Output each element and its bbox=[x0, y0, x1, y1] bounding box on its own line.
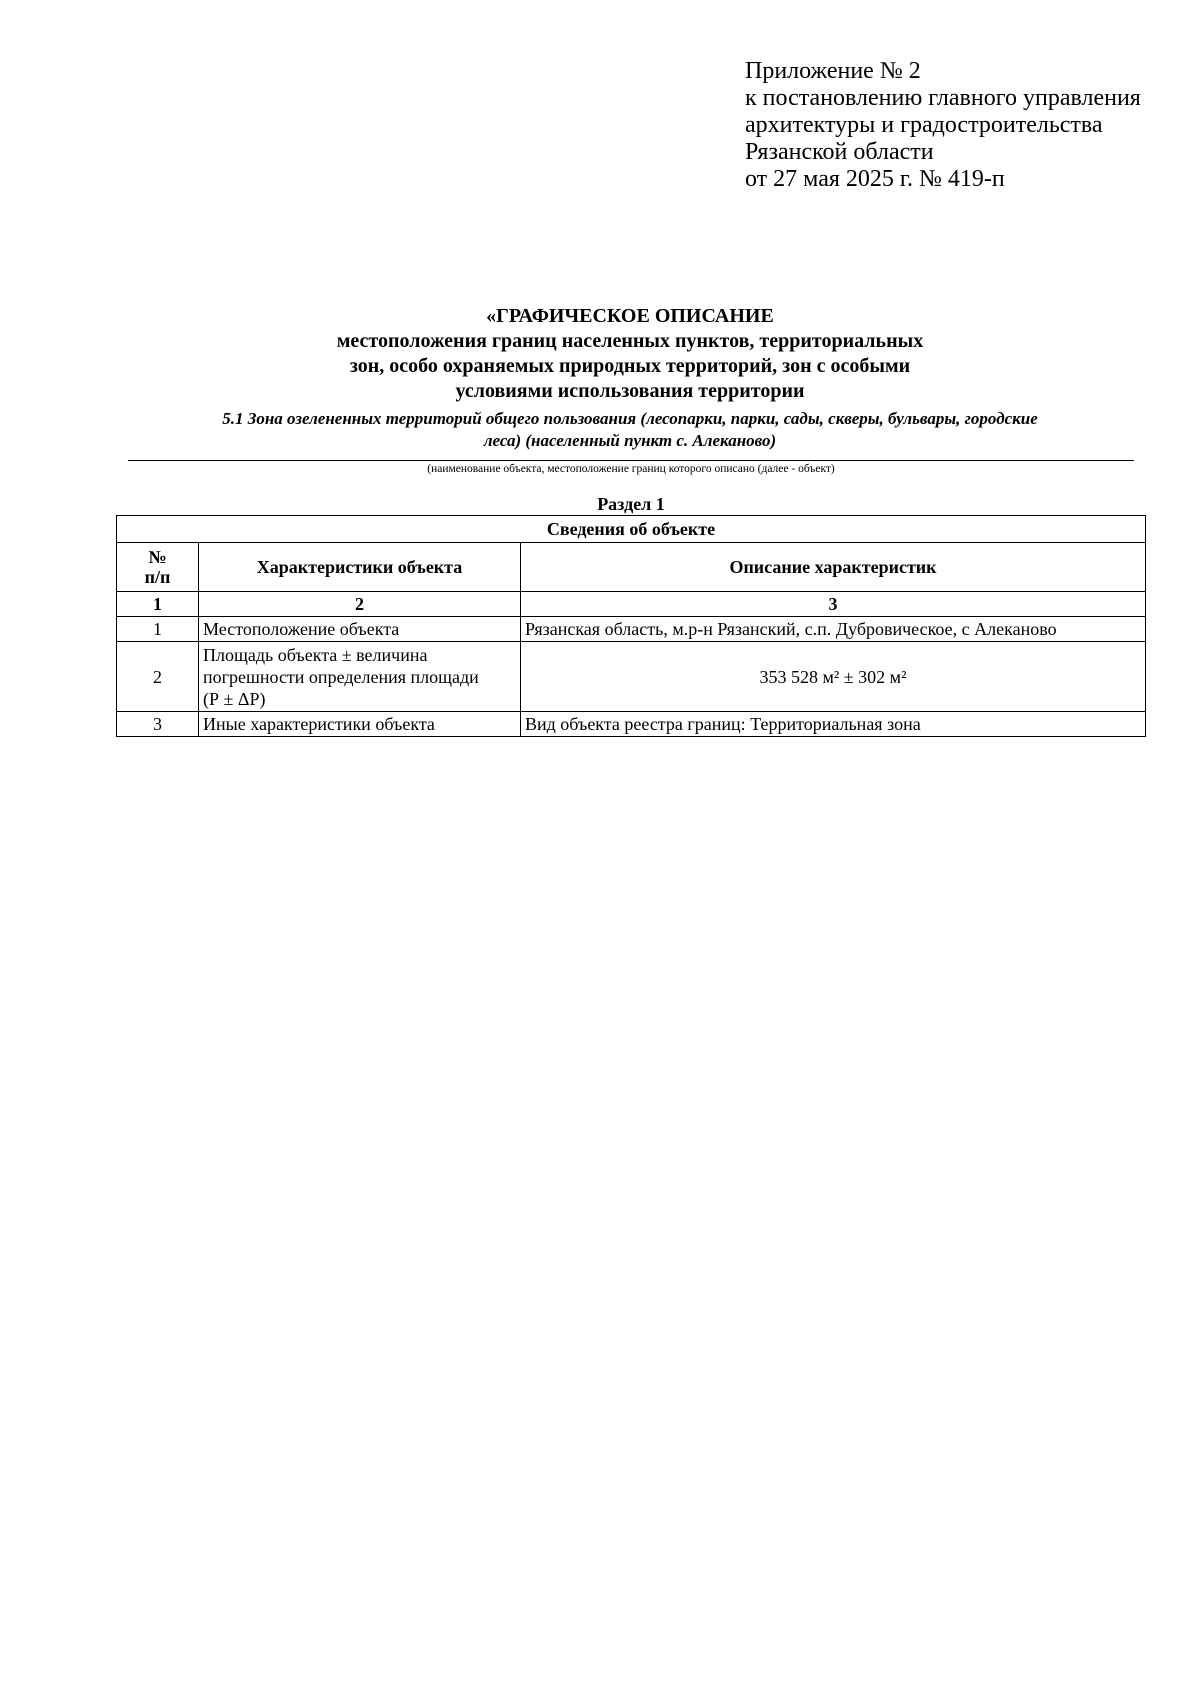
row-description: Вид объекта реестра границ: Территориальная зона bbox=[521, 712, 1146, 737]
appendix-line: Рязанской области bbox=[745, 139, 934, 165]
header-description: Описание характеристик bbox=[521, 543, 1146, 592]
object-info-table bbox=[116, 515, 1146, 737]
document-title bbox=[120, 304, 1140, 404]
title-line: местоположения границ населенных пунктов, территориальных bbox=[336, 330, 924, 352]
title-line: «ГРАФИЧЕСКОЕ ОПИСАНИЕ bbox=[486, 305, 774, 327]
section-title: Раздел 1 bbox=[597, 494, 665, 514]
column-number: 1 bbox=[117, 592, 199, 617]
column-number: 3 bbox=[521, 592, 1146, 617]
row-description: 353 528 м² ± 302 м² bbox=[521, 642, 1146, 712]
characteristic-line: (Р ± ΔР) bbox=[203, 688, 266, 709]
row-description: Рязанская область, м.р-н Рязанский, с.п. Дубровическое, с Алеканово bbox=[521, 617, 1146, 642]
title-line: зон, особо охраняемых природных территорий, зон с особыми bbox=[349, 355, 911, 377]
object-name-line: леса) (населенный пункт с. Алеканово) bbox=[483, 431, 777, 450]
table-caption-row bbox=[117, 516, 1146, 543]
appendix-line: Приложение № 2 bbox=[745, 58, 921, 84]
table-column-numbers-row bbox=[117, 592, 1146, 617]
row-characteristic: Местоположение объекта bbox=[199, 617, 521, 642]
characteristic-line: погрешности определения площади bbox=[203, 666, 479, 687]
appendix-line: архитектуры и градостроительства bbox=[745, 112, 1103, 138]
object-name bbox=[125, 408, 1135, 452]
table-header-row bbox=[117, 543, 1146, 592]
table-row bbox=[117, 617, 1146, 642]
underline-divider bbox=[128, 460, 1134, 461]
appendix-line: к постановлению главного управления bbox=[745, 85, 1141, 111]
appendix-header bbox=[745, 58, 1165, 193]
row-characteristic: Иные характеристики объекта bbox=[199, 712, 521, 737]
title-line: условиями использования территории bbox=[455, 380, 805, 402]
header-num bbox=[117, 543, 199, 592]
table-row bbox=[117, 642, 1146, 712]
characteristic-line: Площадь объекта ± величина bbox=[203, 644, 428, 665]
table-row bbox=[117, 712, 1146, 737]
row-characteristic bbox=[199, 642, 521, 712]
object-name-caption: (наименование объекта, местоположение границ которого описано (далее - объект) bbox=[427, 463, 835, 475]
appendix-line: от 27 мая 2025 г. № 419-п bbox=[745, 166, 1005, 192]
column-number: 2 bbox=[199, 592, 521, 617]
row-num: 3 bbox=[117, 712, 199, 737]
object-name-line: 5.1 Зона озелененных территорий общего пользования (лесопарки, парки, сады, скверы, бульвары, городские bbox=[222, 409, 1038, 428]
header-characteristic: Характеристики объекта bbox=[199, 543, 521, 592]
header-num-line1: № bbox=[148, 547, 167, 567]
table-caption: Сведения об объекте bbox=[117, 516, 1146, 543]
row-num: 2 bbox=[117, 642, 199, 712]
row-num: 1 bbox=[117, 617, 199, 642]
header-num-line2: п/п bbox=[144, 567, 171, 587]
